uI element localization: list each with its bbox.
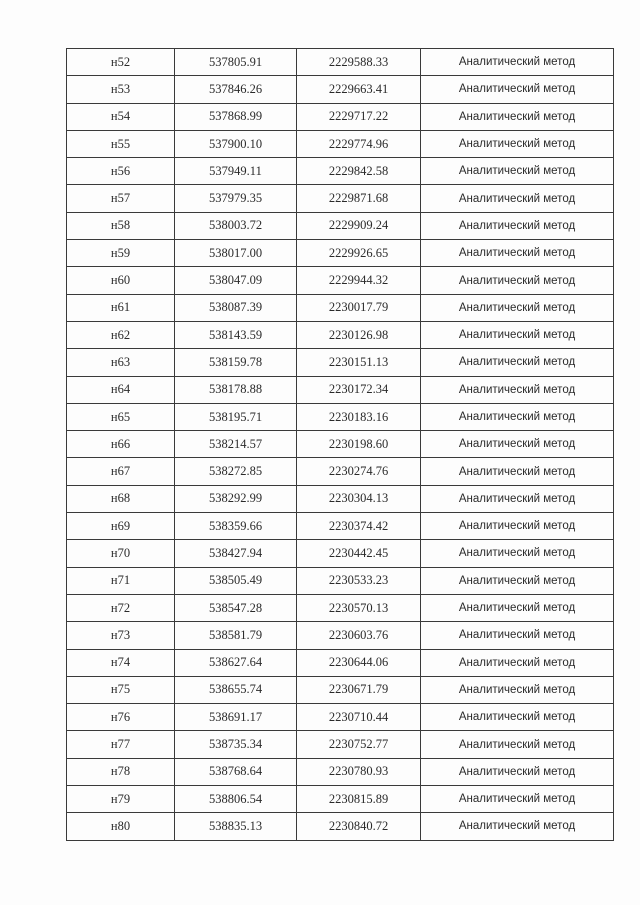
y-coordinate-cell: 2229871.68 [297,185,421,212]
method-cell: Аналитический метод [421,349,614,376]
table-row [67,403,614,430]
method-cell: Аналитический метод [421,704,614,731]
y-coordinate-cell: 2230603.76 [297,622,421,649]
point-name-cell: н78 [67,758,175,785]
x-coordinate-cell: 537949.11 [175,158,297,185]
point-name-cell: н77 [67,731,175,758]
method-cell: Аналитический метод [421,649,614,676]
table-row [67,76,614,103]
method-cell: Аналитический метод [421,376,614,403]
method-cell: Аналитический метод [421,813,614,840]
point-name-cell: н80 [67,813,175,840]
y-coordinate-cell: 2229717.22 [297,103,421,130]
y-coordinate-cell: 2230815.89 [297,786,421,813]
point-name-cell: н67 [67,458,175,485]
point-name-cell: н65 [67,403,175,430]
y-coordinate-cell: 2230274.76 [297,458,421,485]
method-cell: Аналитический метод [421,731,614,758]
point-name-cell: н54 [67,103,175,130]
x-coordinate-cell: 538627.64 [175,649,297,676]
x-coordinate-cell: 538806.54 [175,786,297,813]
y-coordinate-cell: 2229774.96 [297,130,421,157]
y-coordinate-cell: 2230374.42 [297,513,421,540]
x-coordinate-cell: 538547.28 [175,594,297,621]
point-name-cell: н72 [67,594,175,621]
method-cell: Аналитический метод [421,567,614,594]
y-coordinate-cell: 2229842.58 [297,158,421,185]
y-coordinate-cell: 2230151.13 [297,349,421,376]
y-coordinate-cell: 2230840.72 [297,813,421,840]
y-coordinate-cell: 2230126.98 [297,321,421,348]
method-cell: Аналитический метод [421,786,614,813]
y-coordinate-cell: 2230644.06 [297,649,421,676]
point-name-cell: н74 [67,649,175,676]
y-coordinate-cell: 2230304.13 [297,485,421,512]
point-name-cell: н69 [67,513,175,540]
coordinates-table [66,48,614,841]
table-row [67,49,614,76]
x-coordinate-cell: 538427.94 [175,540,297,567]
y-coordinate-cell: 2230017.79 [297,294,421,321]
table-row [67,731,614,758]
point-name-cell: н71 [67,567,175,594]
method-cell: Аналитический метод [421,594,614,621]
method-cell: Аналитический метод [421,185,614,212]
table-row [67,540,614,567]
point-name-cell: н63 [67,349,175,376]
x-coordinate-cell: 537805.91 [175,49,297,76]
table-row [67,567,614,594]
point-name-cell: н64 [67,376,175,403]
x-coordinate-cell: 537900.10 [175,130,297,157]
method-cell: Аналитический метод [421,513,614,540]
y-coordinate-cell: 2229588.33 [297,49,421,76]
method-cell: Аналитический метод [421,212,614,239]
y-coordinate-cell: 2230570.13 [297,594,421,621]
method-cell: Аналитический метод [421,540,614,567]
point-name-cell: н52 [67,49,175,76]
y-coordinate-cell: 2230442.45 [297,540,421,567]
x-coordinate-cell: 537868.99 [175,103,297,130]
table-row [67,758,614,785]
x-coordinate-cell: 538581.79 [175,622,297,649]
method-cell: Аналитический метод [421,431,614,458]
table-row [67,458,614,485]
x-coordinate-cell: 538768.64 [175,758,297,785]
point-name-cell: н60 [67,267,175,294]
method-cell: Аналитический метод [421,676,614,703]
x-coordinate-cell: 538017.00 [175,240,297,267]
method-cell: Аналитический метод [421,240,614,267]
y-coordinate-cell: 2230780.93 [297,758,421,785]
y-coordinate-cell: 2230172.34 [297,376,421,403]
point-name-cell: н59 [67,240,175,267]
method-cell: Аналитический метод [421,294,614,321]
method-cell: Аналитический метод [421,321,614,348]
method-cell: Аналитический метод [421,103,614,130]
point-name-cell: н68 [67,485,175,512]
table-row [67,103,614,130]
point-name-cell: н55 [67,130,175,157]
table-row [67,376,614,403]
y-coordinate-cell: 2230671.79 [297,676,421,703]
x-coordinate-cell: 538214.57 [175,431,297,458]
table-row [67,485,614,512]
method-cell: Аналитический метод [421,267,614,294]
method-cell: Аналитический метод [421,403,614,430]
x-coordinate-cell: 537846.26 [175,76,297,103]
table-row [67,431,614,458]
y-coordinate-cell: 2230710.44 [297,704,421,731]
table-row [67,240,614,267]
method-cell: Аналитический метод [421,622,614,649]
table-row [67,649,614,676]
table-row [67,594,614,621]
point-name-cell: н75 [67,676,175,703]
point-name-cell: н56 [67,158,175,185]
table-row [67,704,614,731]
table-row [67,294,614,321]
method-cell: Аналитический метод [421,758,614,785]
y-coordinate-cell: 2229926.65 [297,240,421,267]
coordinates-table-body [67,49,614,841]
x-coordinate-cell: 538143.59 [175,321,297,348]
point-name-cell: н73 [67,622,175,649]
x-coordinate-cell: 538195.71 [175,403,297,430]
table-row [67,267,614,294]
x-coordinate-cell: 538735.34 [175,731,297,758]
x-coordinate-cell: 538835.13 [175,813,297,840]
x-coordinate-cell: 538178.88 [175,376,297,403]
x-coordinate-cell: 538003.72 [175,212,297,239]
method-cell: Аналитический метод [421,49,614,76]
point-name-cell: н53 [67,76,175,103]
x-coordinate-cell: 538359.66 [175,513,297,540]
table-row [67,513,614,540]
point-name-cell: н58 [67,212,175,239]
x-coordinate-cell: 538292.99 [175,485,297,512]
point-name-cell: н76 [67,704,175,731]
method-cell: Аналитический метод [421,485,614,512]
table-row [67,813,614,840]
table-row [67,622,614,649]
table-row [67,676,614,703]
x-coordinate-cell: 538691.17 [175,704,297,731]
y-coordinate-cell: 2229944.32 [297,267,421,294]
point-name-cell: н79 [67,786,175,813]
method-cell: Аналитический метод [421,158,614,185]
y-coordinate-cell: 2229663.41 [297,76,421,103]
y-coordinate-cell: 2230183.16 [297,403,421,430]
x-coordinate-cell: 538047.09 [175,267,297,294]
table-row [67,349,614,376]
point-name-cell: н61 [67,294,175,321]
x-coordinate-cell: 538655.74 [175,676,297,703]
x-coordinate-cell: 538505.49 [175,567,297,594]
table-row [67,212,614,239]
table-row [67,185,614,212]
point-name-cell: н57 [67,185,175,212]
method-cell: Аналитический метод [421,130,614,157]
y-coordinate-cell: 2229909.24 [297,212,421,239]
x-coordinate-cell: 537979.35 [175,185,297,212]
point-name-cell: н70 [67,540,175,567]
method-cell: Аналитический метод [421,76,614,103]
table-row [67,786,614,813]
table-row [67,158,614,185]
table-row [67,321,614,348]
x-coordinate-cell: 538159.78 [175,349,297,376]
point-name-cell: н62 [67,321,175,348]
method-cell: Аналитический метод [421,458,614,485]
y-coordinate-cell: 2230533.23 [297,567,421,594]
table-row [67,130,614,157]
y-coordinate-cell: 2230752.77 [297,731,421,758]
x-coordinate-cell: 538087.39 [175,294,297,321]
point-name-cell: н66 [67,431,175,458]
x-coordinate-cell: 538272.85 [175,458,297,485]
y-coordinate-cell: 2230198.60 [297,431,421,458]
